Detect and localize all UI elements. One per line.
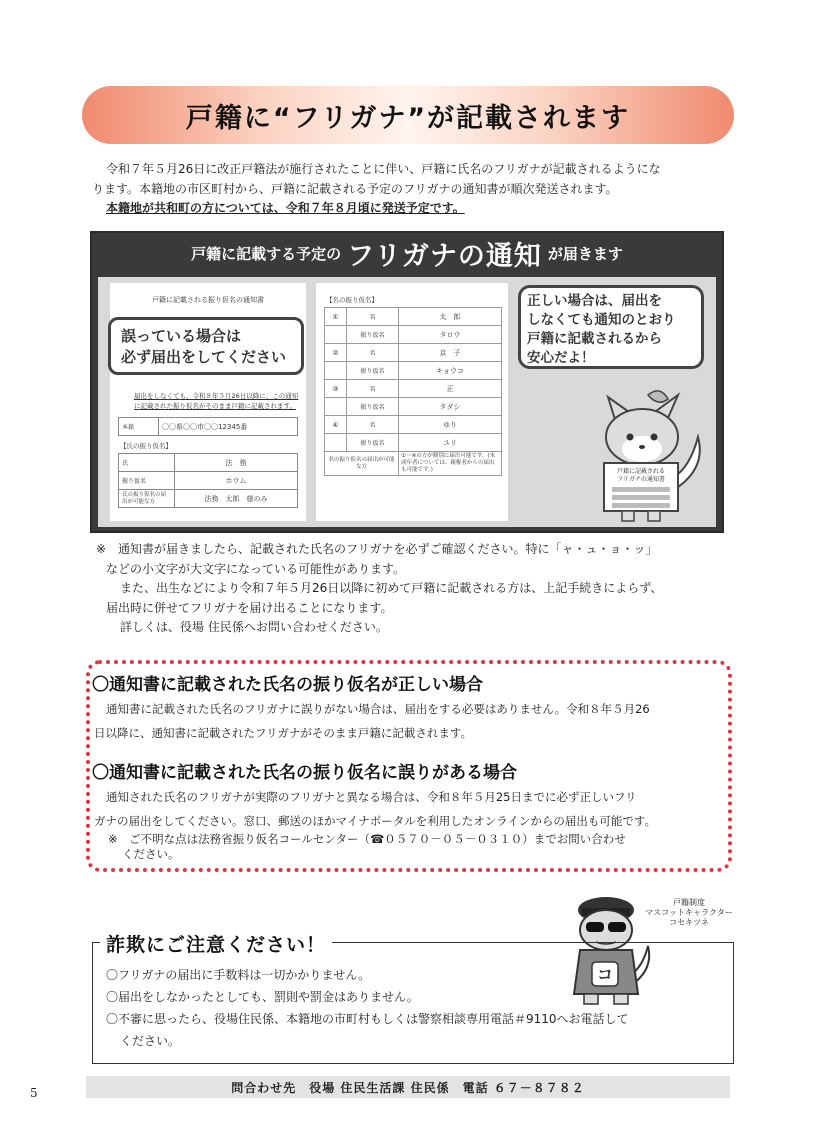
table-row	[325, 344, 502, 362]
fox-paper-text-2: フリガナの通知書	[617, 476, 665, 483]
list-item: ください。	[120, 1034, 181, 1048]
shimei-row-value: 法 務	[175, 454, 298, 472]
table-row	[325, 452, 502, 476]
intro-line-1: 令和７年５月26日に改正戸籍法が施行されたことに伴い、戸籍に氏名のフリガナが記載されるようにな	[106, 162, 661, 176]
table-row	[119, 454, 298, 472]
table-row	[325, 380, 502, 398]
contact-footer	[86, 1076, 730, 1098]
row-value: 京 子	[399, 344, 502, 362]
right-note-value: ①～④の方が個別に届出可能です。(未成年者については、親権者からの届出も可能です。)	[399, 452, 502, 476]
row-no: ④	[325, 416, 347, 434]
speech-bubble	[518, 285, 704, 369]
intro-text	[92, 160, 732, 219]
fraud-list	[106, 964, 716, 1052]
remark-line: また、出生などにより令和７年５月26日以降に初めて戸籍に記載される方は、上記手続きによらず、	[120, 581, 663, 595]
list-item: 〇届出をしなかったとしても、罰則や罰金はありません。	[106, 990, 419, 1004]
right-note-label: 名の振り仮名の届出が可能な方	[325, 452, 399, 476]
table-row	[325, 308, 502, 326]
section-line: 日以降に、通知書に記載されたフリガナがそのまま戸籍に記載されます。	[94, 726, 473, 740]
mascot-caption-line: 戸籍制度	[673, 898, 705, 907]
bubble-line: 戸籍に記載されるから	[527, 331, 662, 347]
remark-line: 詳しくは、役場 住民係へお問い合わせください。	[120, 620, 388, 634]
row-no	[325, 434, 347, 452]
mascot-badge: コ	[596, 965, 614, 984]
row-value: キョウコ	[399, 362, 502, 380]
row-label: 名	[347, 380, 399, 398]
row-label: 振り仮名	[347, 362, 399, 380]
honseki-value: 〇〇県〇〇市〇〇12345番	[159, 418, 298, 436]
section-line: ガナの届出をしてください。窓口、郵送のほかマイナポータルを利用したオンラインからの届出も可能です。	[94, 814, 656, 828]
table-row	[325, 326, 502, 344]
mascot-caption-line: コセキツネ	[669, 918, 709, 927]
remark-line: ※ 通知書が届きましたら、記載された氏名のフリガナを必ずご確認ください。特に「ャ・ュ・ョ・ッ」	[96, 542, 658, 556]
warning-callout	[108, 317, 304, 375]
call-center-note	[108, 832, 728, 862]
bubble-line: 正しい場合は、届出を	[527, 293, 662, 309]
contact-text: 問合わせ先 役場 住民生活課 住民係 電話 ６７－８７８２	[231, 1080, 585, 1095]
note-line: ※ ご不明な点は法務省振り仮名コールセンター（☎０５７０－０５－０３１０）までお問い合わせ	[108, 832, 626, 846]
row-label: 振り仮名	[347, 398, 399, 416]
warning-line-1: 誤っている場合は	[121, 327, 242, 345]
row-label: 名	[347, 308, 399, 326]
honseki-label: 本籍	[119, 418, 159, 436]
list-item: 〇フリガナの届出に手数料は一切かかりません。	[106, 968, 371, 982]
fox-paper-text-1: 戸籍に記載される	[616, 468, 666, 475]
row-label: 名	[347, 416, 399, 434]
row-label: 振り仮名	[347, 434, 399, 452]
shimei-row-label: 振り仮名	[119, 472, 175, 490]
intro-line-3: 本籍地が共和町の方については、令和７年８月頃に発送予定です。	[106, 201, 465, 215]
row-no	[325, 362, 347, 380]
table-row	[325, 362, 502, 380]
notice-body	[98, 277, 716, 527]
fox-mascot-icon	[578, 377, 708, 523]
table-row	[325, 416, 502, 434]
section-heading-error: 〇通知書に記載された氏名の振り仮名に誤りがある場合	[92, 763, 517, 783]
section-line: 通知書に記載された氏名のフリガナに誤りがない場合は、届出をする必要はありません。令和８年５月26	[106, 702, 650, 716]
honseki-table	[118, 417, 298, 436]
shimei-label: 【氏の振り仮名】	[120, 442, 172, 450]
sheet-title: 戸籍に記載される振り仮名の通知書	[152, 296, 264, 304]
row-value: タロウ	[399, 326, 502, 344]
shimei-row-label: 氏の振り仮名の届出が可能な方	[119, 490, 175, 508]
row-label: 名	[347, 344, 399, 362]
table-row	[325, 398, 502, 416]
row-value: 太 郎	[399, 308, 502, 326]
remark-line: 届出時に併せてフリガナを届け出ることになります。	[106, 600, 393, 615]
row-value: ユリ	[399, 434, 502, 452]
section-line: 通知された氏名のフリガナが実際のフリガナと異なる場合は、令和８年５月25日までに必ず正しいフリ	[106, 790, 637, 804]
row-no: ①	[325, 308, 347, 326]
page-title-banner	[82, 86, 734, 144]
note-line: ください。	[122, 847, 180, 861]
table-row	[119, 472, 298, 490]
sheet-small-text-2: に記載された振り仮名がそのまま戸籍に記載されます。	[134, 402, 296, 410]
shimei-row-value: ホウム	[175, 472, 298, 490]
bubble-line: しなくても通知のとおり	[527, 312, 676, 328]
sheet-small-text	[134, 391, 304, 411]
section-text-correct	[94, 697, 726, 745]
remarks	[96, 540, 736, 638]
shimei-row-value: 法務 太郎 様のみ	[175, 490, 298, 508]
remark-line: などの小文字が大文字になっている可能性があります。	[106, 561, 406, 576]
table-row	[325, 434, 502, 452]
mascot-caption-line: マスコットキャラクター	[645, 908, 733, 917]
sheet-small-text-1: 届出をしなくても、令和８年５月26日以降に、この通知	[134, 392, 299, 400]
row-no	[325, 398, 347, 416]
row-value: タダシ	[399, 398, 502, 416]
name-label: 【名の振り仮名】	[326, 296, 378, 304]
notice-illustration	[90, 231, 724, 533]
table-row	[119, 490, 298, 508]
row-label: 振り仮名	[347, 326, 399, 344]
shimei-table	[118, 453, 298, 508]
list-item: 〇不審に思ったら、役場住民係、本籍地の市町村もしくは警察相談専用電話＃9110へお電話して	[106, 1012, 629, 1026]
notice-head-small: 戸籍に記載する予定の	[191, 244, 342, 263]
bubble-line: 安心だよ！	[527, 350, 595, 366]
page-number: 5	[30, 1086, 38, 1100]
notice-header	[92, 233, 722, 273]
row-value: ゆり	[399, 416, 502, 434]
row-no: ③	[325, 380, 347, 398]
warning-line-2: 必ず届出をしてください	[121, 348, 287, 366]
fraud-title: 詐欺にご注意ください！	[100, 930, 332, 957]
row-no: ②	[325, 344, 347, 362]
page-title: 戸籍に“フリガナ”が記載されます	[185, 102, 631, 134]
notice-head-small-2: が届きます	[547, 244, 623, 263]
row-value: 正	[399, 380, 502, 398]
notice-sheet-right	[316, 283, 508, 521]
section-text-error	[94, 785, 726, 833]
section-heading-correct: 〇通知書に記載された氏名の振り仮名が正しい場合	[92, 675, 483, 695]
shimei-row-label: 氏	[119, 454, 175, 472]
name-table	[324, 307, 502, 476]
notice-head-big: フリガナの通知	[347, 240, 542, 272]
intro-line-2: ります。本籍地の市区町村から、戸籍に記載される予定のフリガナの通知書が順次発送されます。	[92, 181, 618, 196]
row-no	[325, 326, 347, 344]
